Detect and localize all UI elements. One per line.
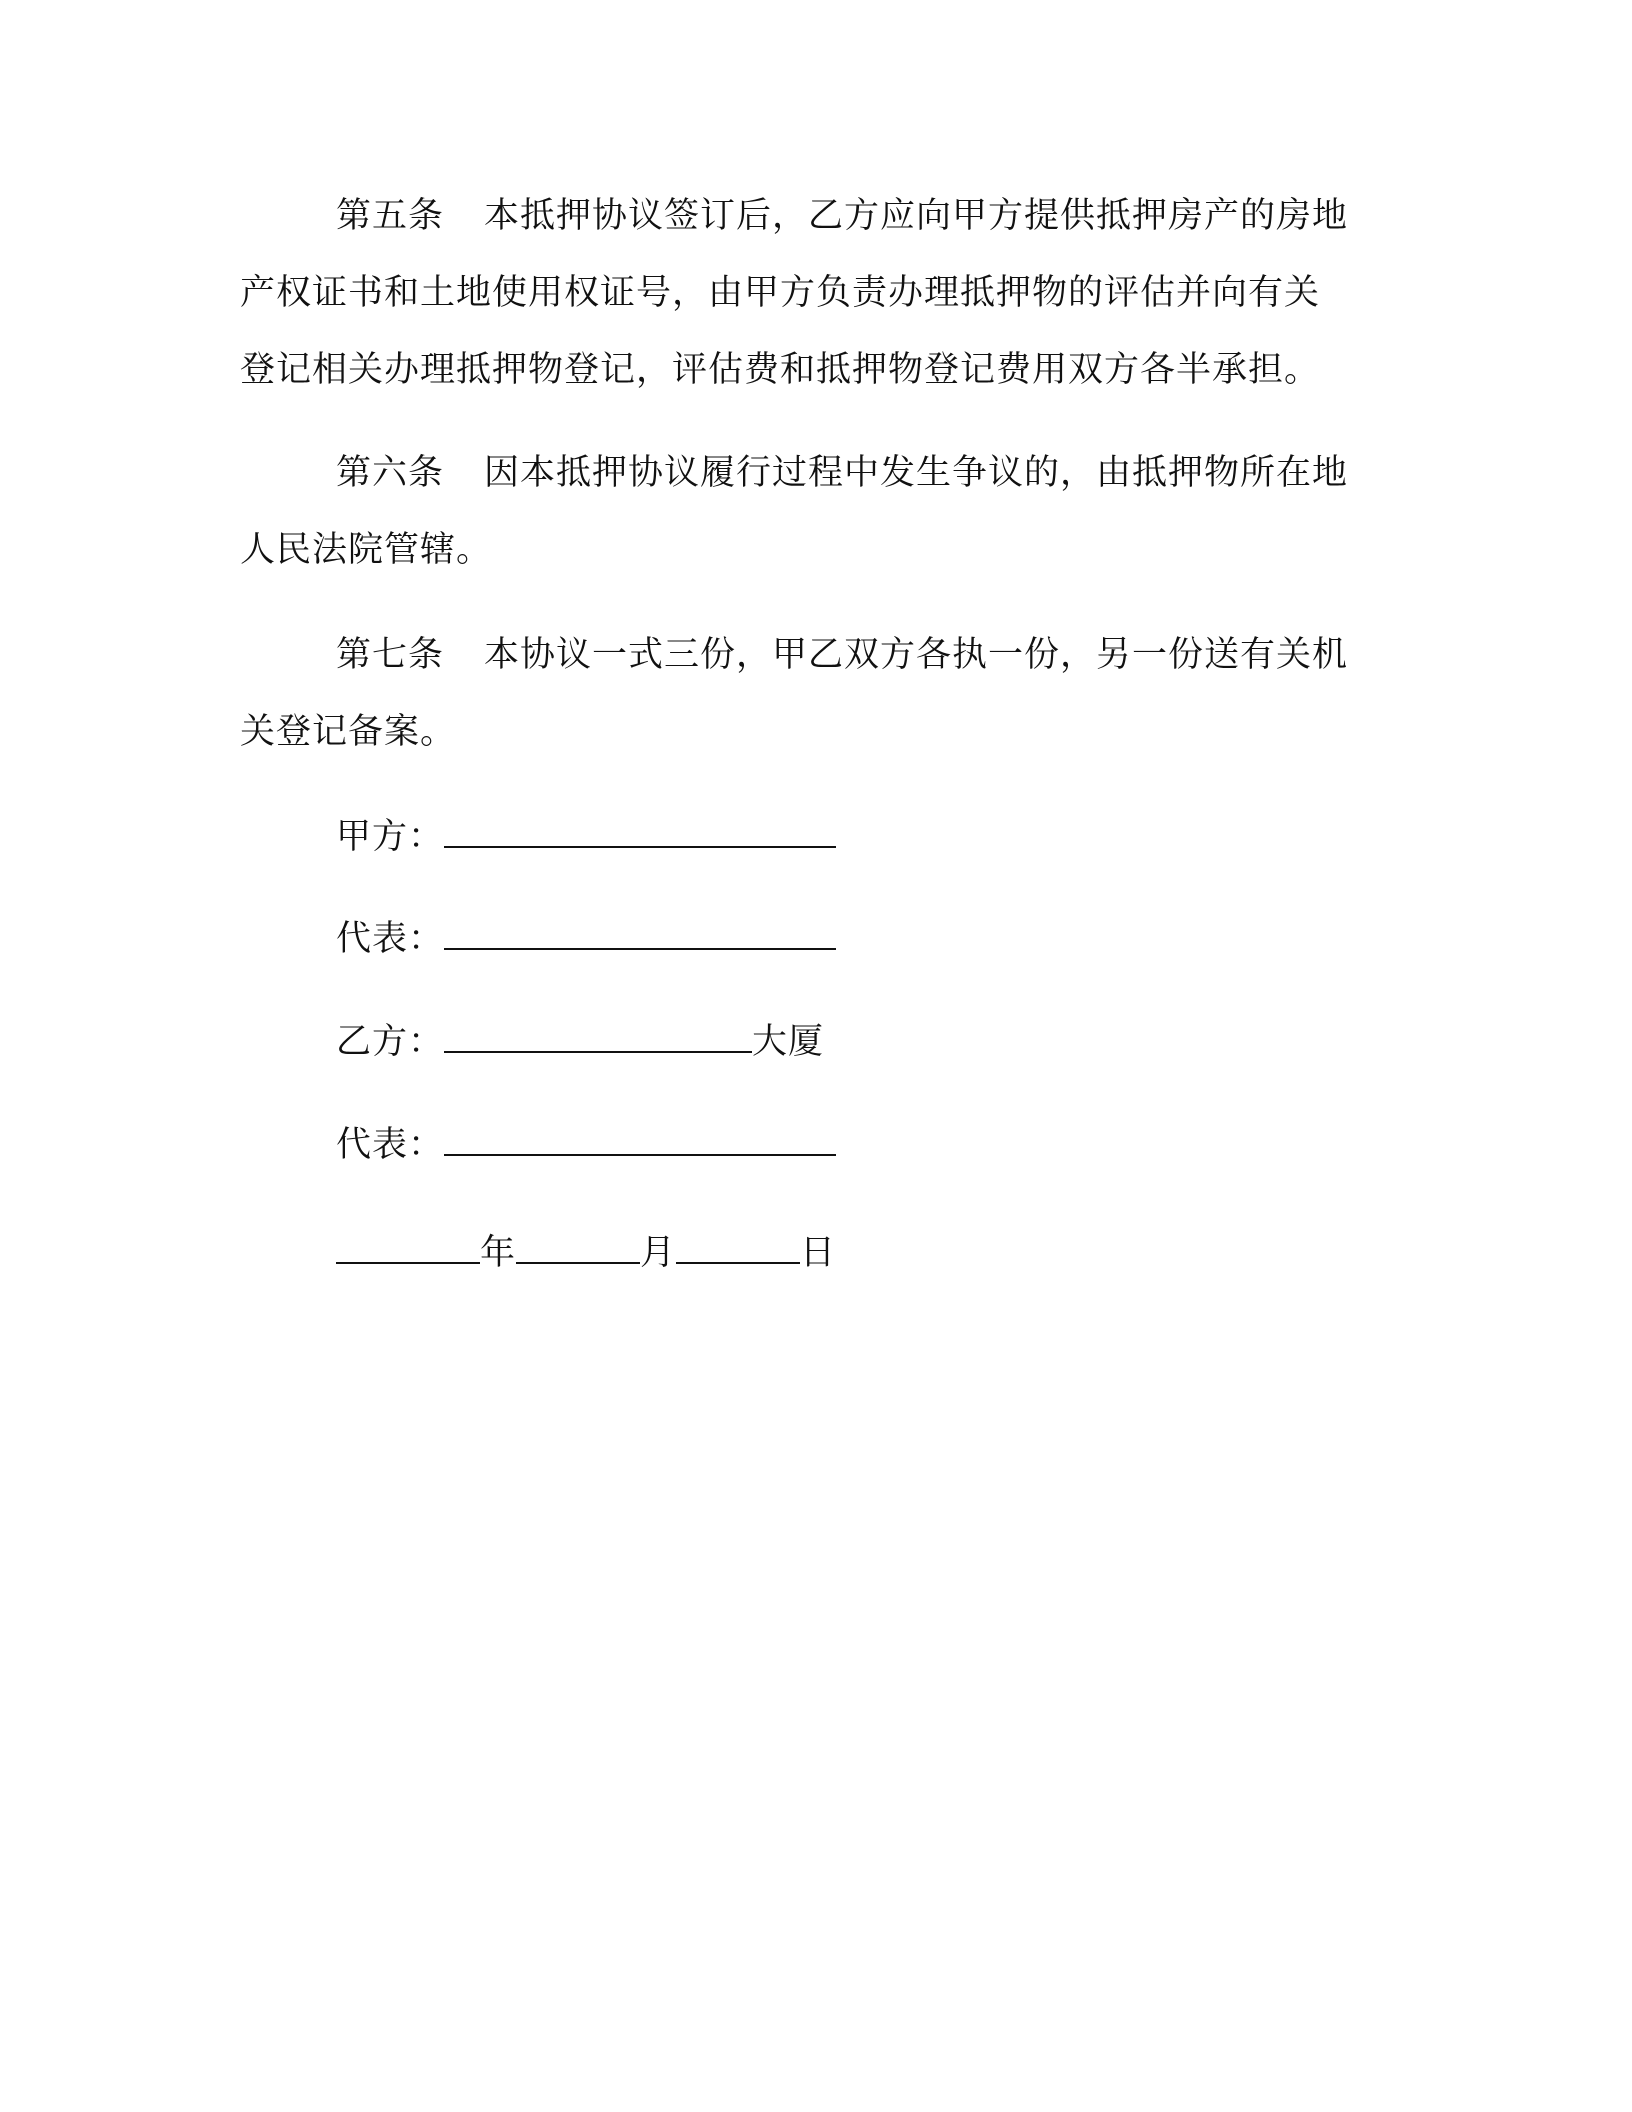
day-label: 日 <box>800 1233 837 1273</box>
day-blank[interactable] <box>676 1228 800 1264</box>
party-a-signature <box>336 812 836 862</box>
party-b-label: 乙方： <box>336 1022 445 1062</box>
party-b-signature <box>336 1017 824 1067</box>
party-a-label: 甲方： <box>336 817 445 857</box>
party-a-rep-label: 代表： <box>336 919 445 959</box>
article-5 <box>240 178 1380 409</box>
article-heading: 第六条 <box>336 453 445 493</box>
article-heading: 第五条 <box>336 196 445 236</box>
month-label: 月 <box>640 1233 677 1273</box>
article-7 <box>240 617 1380 771</box>
article-6 <box>240 435 1380 589</box>
article-text-line: 关登记备案。 <box>240 712 457 752</box>
article-text-line: 因本抵押协议履行过程中发生争议的，由抵押物所在地 <box>484 453 1349 493</box>
year-label: 年 <box>480 1233 517 1273</box>
article-text-line: 人民法院管辖。 <box>240 530 493 570</box>
article-text-line: 本抵押协议签订后，乙方应向甲方提供抵押房产的房地 <box>484 196 1349 236</box>
party-a-rep-blank[interactable] <box>444 914 836 950</box>
party-b-rep-signature <box>336 1120 836 1170</box>
party-a-rep-signature <box>336 914 836 964</box>
article-text-line: 登记相关办理抵押物登记，评估费和抵押物登记费用双方各半承担。 <box>240 350 1321 390</box>
party-b-suffix: 大厦 <box>752 1022 825 1062</box>
party-a-blank[interactable] <box>444 812 836 848</box>
party-b-rep-blank[interactable] <box>444 1120 836 1156</box>
year-blank[interactable] <box>336 1228 480 1264</box>
article-text-line: 本协议一式三份，甲乙双方各执一份，另一份送有关机 <box>484 635 1349 675</box>
party-b-rep-label: 代表： <box>336 1125 445 1165</box>
article-heading: 第七条 <box>336 635 445 675</box>
article-text-line: 产权证书和土地使用权证号，由甲方负责办理抵押物的评估并向有关 <box>240 273 1321 313</box>
party-b-blank[interactable] <box>444 1017 752 1053</box>
date-line <box>336 1228 836 1278</box>
month-blank[interactable] <box>516 1228 640 1264</box>
